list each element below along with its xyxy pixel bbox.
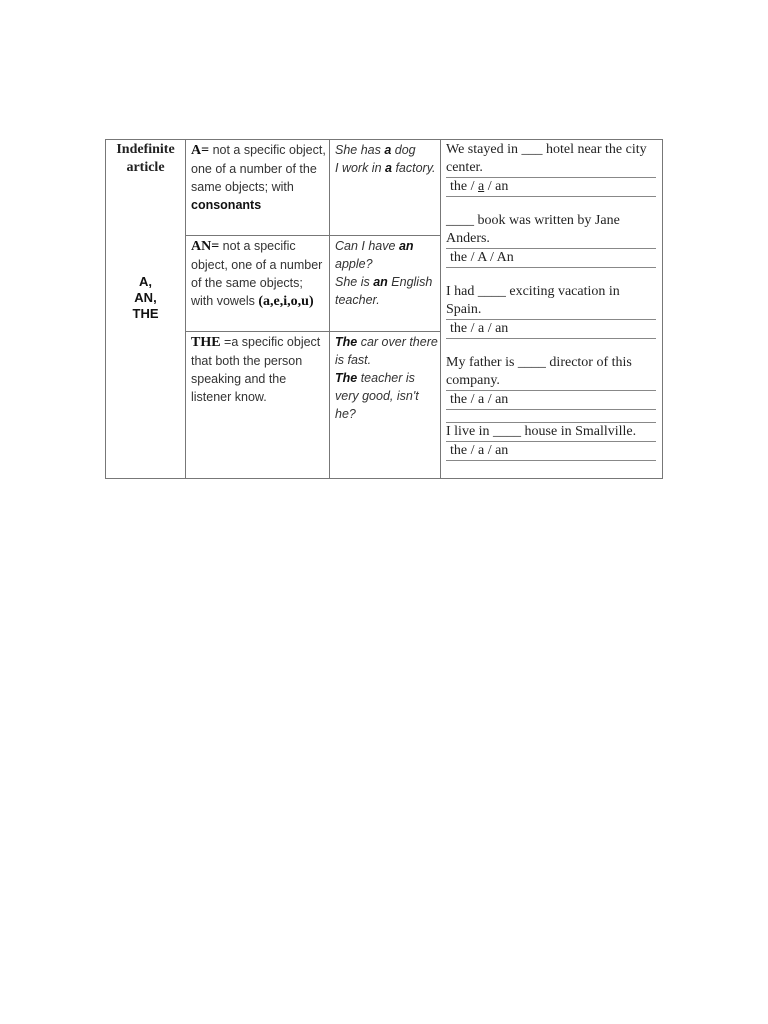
exercise-question: We stayed in ___ hotel near the city center. — [446, 142, 647, 175]
examples-the — [335, 333, 439, 423]
example-article: The — [335, 371, 358, 385]
example-sentence — [335, 369, 439, 423]
exercise-options: the / A / An — [446, 248, 656, 268]
definition-an — [191, 237, 327, 311]
row-divider — [185, 235, 440, 236]
examples-an — [335, 237, 439, 309]
example-text: She is — [335, 275, 374, 289]
example-text: car over there is fast. — [335, 335, 438, 367]
definition-term: THE — [191, 335, 221, 350]
exercise-options: the / a / an — [446, 390, 656, 410]
example-text: apple? — [335, 257, 373, 271]
example-text: English teacher. — [335, 275, 433, 307]
table-header — [106, 141, 185, 177]
header-line: Indefinite — [116, 142, 175, 157]
definition-text: not a specific object, one of a number of the same objects; with — [191, 143, 326, 194]
example-sentence — [335, 237, 439, 273]
example-sentence — [335, 159, 439, 177]
article-label: AN, — [134, 290, 157, 305]
articles-table — [105, 139, 663, 479]
examples-a — [335, 141, 439, 177]
exercise-2 — [446, 212, 656, 268]
example-text: Can I have — [335, 239, 399, 253]
example-article: an — [373, 275, 388, 289]
definition-the — [191, 333, 327, 406]
exercise-options: the / a / an — [446, 319, 656, 339]
option-answer: a — [478, 179, 485, 194]
definition-term: A= — [191, 143, 210, 158]
exercise-options: the / a / an — [446, 441, 656, 461]
example-text: factory. — [391, 161, 436, 175]
row-divider — [185, 331, 440, 332]
article-label: THE — [132, 306, 159, 321]
example-sentence — [335, 273, 439, 309]
definition-emphasis: consonants — [191, 198, 262, 212]
definition-text: not a specific object, one of a number of the same objects; with vowels — [191, 239, 323, 308]
exercise-4 — [446, 354, 656, 410]
article-label: A, — [139, 274, 152, 289]
exercise-1 — [446, 141, 656, 197]
exercise-question: ____ book was written by Jane Anders. — [446, 213, 620, 246]
definition-term: AN= — [191, 239, 220, 254]
example-article: a — [385, 161, 392, 175]
article-list — [106, 274, 185, 322]
example-text: She has — [335, 143, 385, 157]
example-article: a — [384, 143, 392, 157]
definition-a — [191, 141, 327, 214]
exercise-question: My father is ____ director of this company. — [446, 355, 632, 388]
header-line: article — [126, 160, 165, 175]
exercise-options — [446, 177, 656, 197]
option-text: the / — [450, 179, 478, 194]
example-sentence — [335, 333, 439, 369]
option-text: / an — [484, 179, 509, 194]
definition-emphasis: (a,e,i,o,u) — [258, 294, 314, 309]
exercise-3 — [446, 283, 656, 339]
definition-text: =a specific object that both the person speaking and the listener know. — [191, 335, 321, 404]
example-text: dog — [391, 143, 416, 157]
example-article: an — [398, 239, 414, 253]
example-article: The — [335, 335, 358, 349]
column-examples — [329, 140, 441, 478]
exercise-5 — [446, 422, 656, 461]
example-text: I work in — [335, 161, 386, 175]
exercise-question: I had ____ exciting vacation in Spain. — [446, 284, 620, 317]
exercise-question: I live in ____ house in Smallville. — [446, 422, 656, 441]
example-sentence — [335, 141, 439, 159]
example-text: teacher is very good, isn't he? — [335, 371, 419, 421]
